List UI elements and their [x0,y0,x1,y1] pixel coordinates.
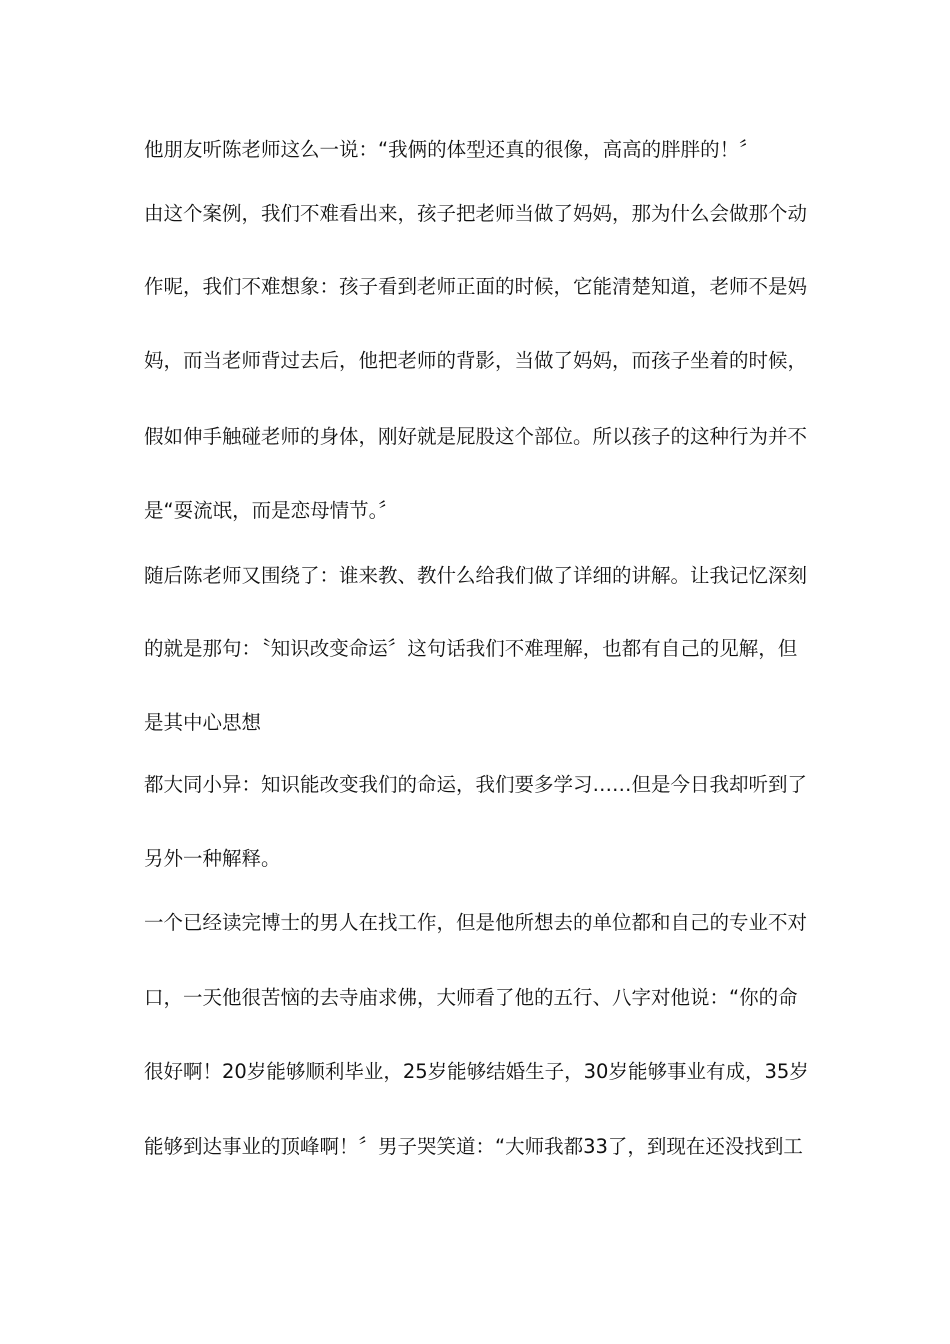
paragraph-line: 能够到达事业的顶峰啊！〞男子哭笑道：“大师我都33了，到现在还没找到工 [144,1135,803,1158]
paragraph-line: 一个已经读完博士的男人在找工作，但是他所想去的单位都和自己的专业不对 [144,911,808,934]
paragraph-line: 是“耍流氓，而是恋母情节。〞 [144,499,398,522]
paragraph-line: 的就是那句：〝知识改变命运〞这句话我们不难理解，也都有自己的见解，但 [144,637,798,660]
paragraph-line: 由这个案例，我们不难看出来，孩子把老师当做了妈妈，那为什么会做那个动 [144,202,808,225]
paragraph-line: 都大同小异：知识能改变我们的命运，我们要多学习……但是今日我却听到了 [144,773,808,796]
paragraph-line: 妈，而当老师背过去后，他把老师的背影，当做了妈妈，而孩子坐着的时候， [144,349,808,372]
paragraph-line: 另外一种解释。 [144,847,281,870]
paragraph-line: 口，一天他很苦恼的去寺庙求佛，大师看了他的五行、八字对他说：“你的命 [144,986,798,1009]
paragraph-line: 是其中心思想 [144,711,262,734]
paragraph-line: 作呢，我们不难想象：孩子看到老师正面的时候，它能清楚知道，老师不是妈 [144,275,808,298]
paragraph-line: 他朋友听陈老师这么一说：“我俩的体型还真的很像，高高的胖胖的！〞 [144,138,759,161]
paragraph-line: 很好啊！20岁能够顺利毕业，25岁能够结婚生子，30岁能够事业有成，35岁 [144,1060,809,1083]
paragraph-line: 假如伸手触碰老师的身体，刚好就是屁股这个部位。所以孩子的这种行为并不 [144,425,808,448]
paragraph-line: 随后陈老师又围绕了：谁来教、教什么给我们做了详细的讲解。让我记忆深刻 [144,564,808,587]
